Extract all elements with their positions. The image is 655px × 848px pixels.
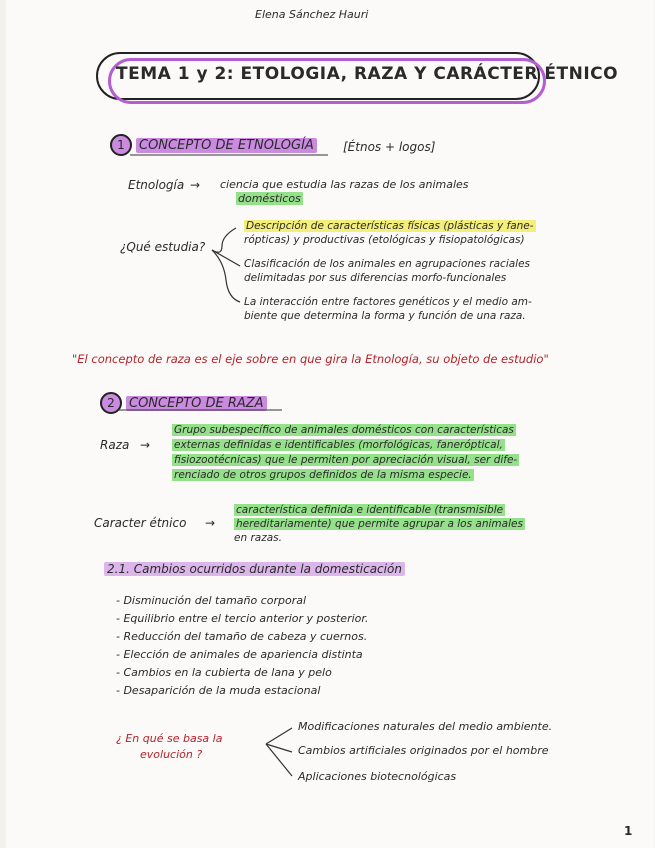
raza-quote: "El concepto de raza es el eje sobre en que gira la Etnología, su objeto de estudio" [72, 352, 549, 366]
raza-term: Raza [100, 438, 130, 452]
bracket-evo-1 [266, 728, 292, 744]
domestication-change-6: - Desaparición de la muda estacional [116, 684, 321, 697]
page-title: TEMA 1 y 2: ETOLOGIA, RAZA Y CARÁCTER ÉTNICO [116, 64, 619, 84]
raza-definition-3: fisiozootécnicas) que le permiten por apreciación visual, ser dife- [174, 454, 518, 466]
raza-definition-2: externas definidas e identificables (morfológicas, faneróptical, [174, 439, 503, 451]
arrow-right-icon: → [205, 516, 216, 530]
section1-aside: [Étnos + logos] [343, 140, 436, 154]
bracket-line-item2 [212, 250, 240, 266]
evolution-item-3: Aplicaciones biotecnológicas [298, 770, 457, 783]
domestication-change-5: - Cambios en la cubierta de lana y pelo [116, 666, 332, 679]
evolution-question-2: evolución ? [140, 748, 203, 761]
arrow-right-icon: → [140, 438, 151, 452]
caracter-etnico-term: Caracter étnico [94, 516, 187, 530]
estudia-item-1-line2: rópticas) y productivas (etológicas y fisiopatológicas) [244, 234, 525, 246]
bracket-line-item1 [212, 228, 236, 252]
bracket-evo-3 [266, 744, 292, 776]
section2-number: 2 [100, 392, 122, 414]
etnologia-definition-1: ciencia que estudia las razas de los animales [220, 178, 469, 191]
caracter-definition-3: en razas. [234, 532, 282, 544]
arrow-right-icon: → [190, 178, 201, 192]
section1-title: CONCEPTO DE ETNOLOGÍA [136, 138, 317, 153]
page-number: 1 [624, 824, 633, 838]
estudia-item-2-line2: delimitadas por sus diferencias morfo-funcionales [244, 272, 507, 284]
estudia-item-3-line2: biente que determina la forma y función de una raza. [244, 310, 526, 322]
evolution-item-2: Cambios artificiales originados por el hombre [298, 744, 549, 757]
etnologia-term: Etnología [128, 178, 185, 192]
estudia-item-1-line1: Descripción de características físicas (plásticas y fane- [246, 220, 534, 232]
evolution-question-1: ¿ En qué se basa la [116, 732, 223, 745]
raza-definition-1: Grupo subespecífico de animales domésticos con características [174, 424, 514, 436]
caracter-definition-1: característica definida e identificable (transmisible [236, 504, 504, 516]
section1-number: 1 [110, 134, 132, 156]
domestication-change-4: - Elección de animales de apariencia distinta [116, 648, 363, 661]
domestication-change-1: - Disminución del tamaño corporal [116, 594, 307, 607]
raza-definition-4: renciado de otros grupos definidos de la misma especie. [174, 469, 472, 481]
question-que-estudia: ¿Qué estudia? [120, 240, 206, 254]
caracter-definition-2: hereditariamente) que permite agrupar a los animales [236, 518, 523, 530]
subsection-heading: 2.1. Cambios ocurridos durante la domesticación [104, 562, 405, 576]
evolution-item-1: Modificaciones naturales del medio ambiente. [298, 720, 553, 733]
section2-title: CONCEPTO DE RAZA [126, 396, 267, 411]
etnologia-definition-2: domésticos [238, 192, 301, 205]
author-name: Elena Sánchez Hauri [255, 8, 369, 21]
domestication-change-2: - Equilibrio entre el tercio anterior y posterior. [116, 612, 369, 625]
estudia-item-3-line1: La interacción entre factores genéticos y el medio am- [244, 296, 532, 308]
domestication-change-3: - Reducción del tamaño de cabeza y cuernos. [116, 630, 368, 643]
estudia-item-2-line1: Clasificación de los animales en agrupaciones raciales [244, 258, 531, 270]
